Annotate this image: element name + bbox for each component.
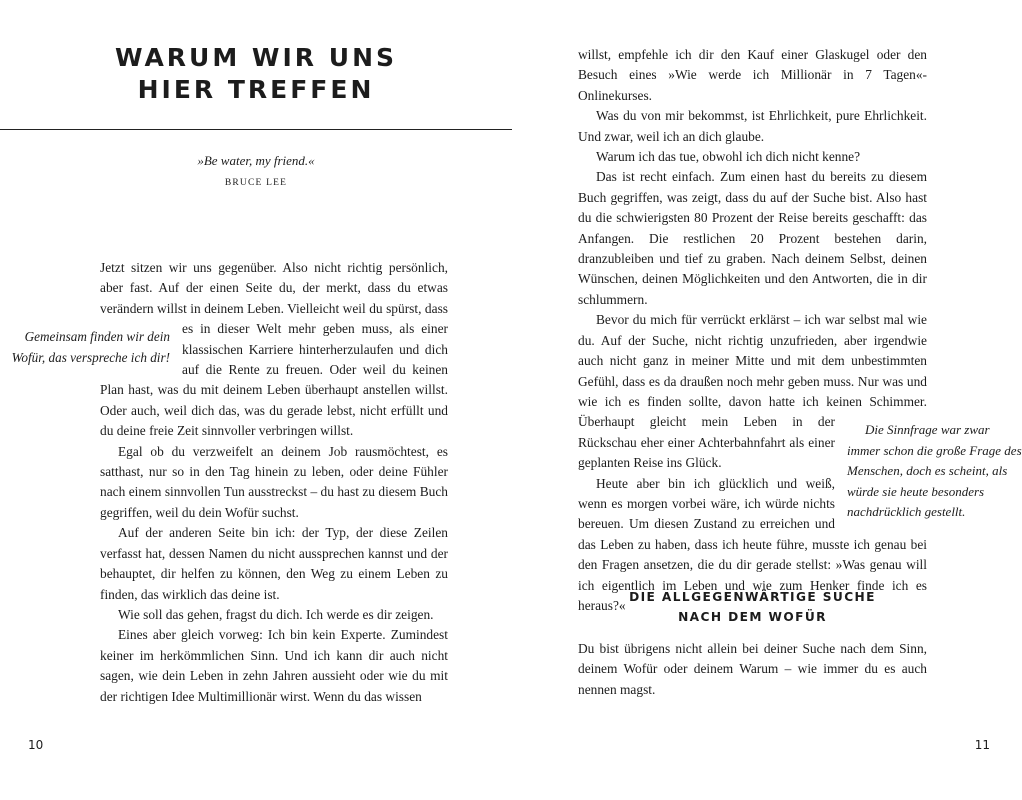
- chapter-title: [0, 42, 512, 106]
- epigraph: [0, 152, 512, 190]
- right-paragraph-2: Was du von mir bekommst, ist Ehrlichkeit, pure Ehrlichkeit. Und zwar, weil ich an dich glaube.: [578, 108, 927, 144]
- epigraph-author: BRUCE LEE: [224, 178, 288, 188]
- right-paragraph-4: Das ist recht einfach. Zum einen hast du bereits zu diesem Buch gegriffen, was zeigt, dass du auf der Suche bist. Also hast du die schwierigsten 80 Prozent der Reise bereits geschafft: das Anfangen. Die restlichen 20 Prozent bestehen darin, dranzubleiben und tief zu graben. Nach deinem Selbst, deinen Wünschen, deinen Möglichkeiten und den Antworten, die in dir schlummern.: [578, 169, 927, 307]
- chapter-title-line-2: HIER TREFFEN: [137, 75, 375, 104]
- left-margin-note: Gemeinsam finden wir dein Wofür, das verspreche ich dir!: [11, 329, 170, 365]
- left-paragraph-4: Wie soll das gehen, fragst du dich. Ich werde es dir zeigen.: [118, 606, 434, 622]
- section-heading: [578, 587, 927, 627]
- left-paragraph-2: Egal ob du verzweifelt an deinem Job rausmöchtest, es satthast, nur so in den Tag hinein zu leben, oder deine Fühler nach einem sinnvollen Tun ausstreckst – du hast zu diesem Buch gegriffen, weil du dein Wofür suchst.: [100, 443, 448, 520]
- left-paragraph-1: [11, 258, 448, 442]
- right-paragraph-5-end: Rückschau eher einer Achterbahnfahrt als einer geplanten Reise ins Glück.: [578, 434, 835, 471]
- left-paragraph-1-start: Jetzt sitzen wir uns gegenüber. Also nicht richtig persönlich, aber fast. Auf der einen Seite du, der merkt, dass du etwas verändern willst in deinem Leben. Vielleicht weil du spürst, dass es in dieser: [100, 260, 448, 337]
- chapter-title-line-1: WARUM WIR UNS: [115, 43, 397, 72]
- right-paragraph-5-start: Bevor du mich für verrückt erklärst – ich war selbst mal wie du. Auf der Suche, nicht richtig unzufrieden, aber irgendwie auch nicht ganz in meiner Mitte und mit dem unbestimmten Gefühl, dass es da draußen noch mehr geben muss. Nur was und wie ich es finden sollte, davon hatte ich keinen Schimmer. Überhaupt gleicht mein Leben in der: [578, 312, 927, 430]
- left-body-text: [11, 258, 448, 707]
- right-paragraph-1: willst, empfehle ich dir den Kauf einer Glaskugel oder den Besuch eines »Wie werde ich Millionär in 7 Tagen«-Onlinekurses.: [578, 47, 927, 103]
- section-heading-line-1: DIE ALLGEGENWÄRTIGE SUCHE: [629, 590, 876, 604]
- left-paragraph-1-end: Welt mehr geben muss, als einer klassischen Karriere hinterherzulaufen und dich auf die Rente zu freuen. Oder weil du keinen Plan hast, was du mit deinem Leben überhaupt anstellen willst. Oder auch, weil dich das, was du gerade lebst, nicht erfüllt und du deine freie Zeit sinnvoller verbringen willst.: [100, 321, 448, 439]
- title-divider: [0, 129, 512, 130]
- page-number-right: 11: [974, 738, 990, 752]
- epigraph-quote: »Be water, my friend.«: [197, 153, 315, 168]
- page-number-left: 10: [28, 738, 44, 752]
- section-paragraph-1: Du bist übrigens nicht allein bei deiner Suche nach dem Sinn, deinem Wofür oder deinem Warum – wie immer du es auch nennen magst.: [578, 641, 927, 697]
- left-page: [0, 0, 500, 800]
- section-body-text: [578, 639, 927, 700]
- right-margin-note: Die Sinnfrage war zwar immer schon die große Frage des Menschen, doch es scheint, als würde sie heute besonders nachdrücklich gestellt.: [847, 422, 1022, 519]
- left-paragraph-3: Auf der anderen Seite bin ich: der Typ, der diese Zeilen verfasst hat, dessen Namen du nicht aussprechen kannst und der behauptet, dir helfen zu können, den Weg zu einem Leben zu finden, das wirklich das deine ist.: [100, 525, 448, 602]
- right-paragraph-6: Heute aber bin ich glücklich und weiß, wenn es morgen vorbei wäre, ich würde nichts bereuen. Um diesen Zustand zu erreichen und das Leben zu haben, dass ich heute führe, musste ich genau bei den Fragen ansetzen, die du dir gerade stellst: »Was genau will ich eigentlich im Leben und wie zum Henker finde ich es heraus?«: [578, 475, 927, 613]
- right-paragraph-5: [578, 310, 1022, 519]
- right-body-text: [578, 45, 1022, 616]
- section-heading-line-2: NACH DEM WOFÜR: [678, 610, 827, 624]
- right-paragraph-3: Warum ich das tue, obwohl ich dich nicht kenne?: [596, 149, 861, 165]
- right-page: [500, 0, 1022, 800]
- left-paragraph-5: Eines aber gleich vorweg: Ich bin kein Experte. Zumindest keiner im herkömmlichen Sinn. Und ich kann dir auch nicht sagen, wie dein Leben in zehn Jahren aussieht oder wie du mit der richtigen Idee Multimillionär wirst. Wenn du das wissen: [100, 627, 448, 704]
